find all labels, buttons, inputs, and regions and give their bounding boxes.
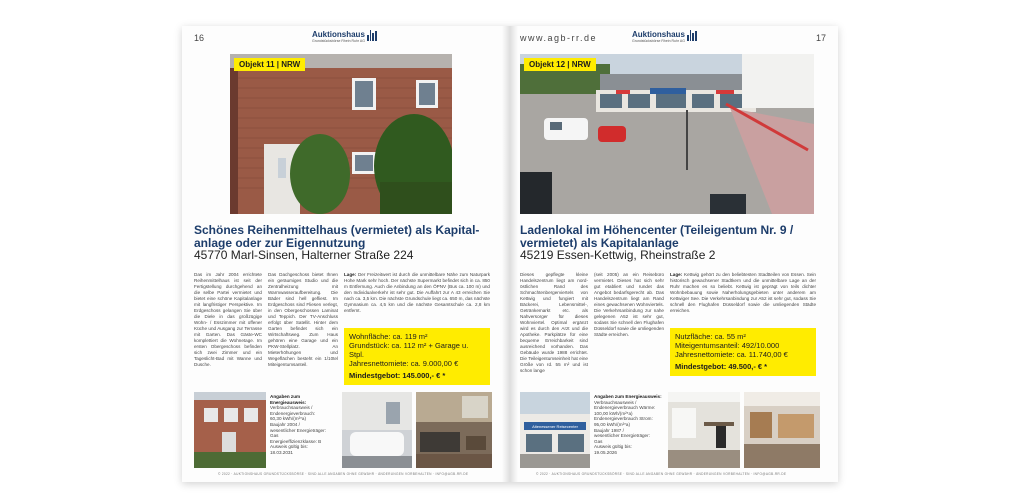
- energy-line: Verbrauchsausweis / Endenergieverbrauch:: [270, 405, 316, 416]
- object-badge: Objekt 11 | NRW: [234, 58, 305, 71]
- plot-area: Grundstück: ca. 112 m² + Garage u. Stpl.: [349, 341, 469, 359]
- page-number: 17: [815, 33, 826, 43]
- logo-subtitle: Grundstücksbörse Rhein Ruhr AG: [312, 39, 365, 43]
- location-label: Lage:: [670, 272, 683, 277]
- co-ownership-share: Miteigentumsanteil: 492/10.000: [675, 341, 780, 350]
- energy-certificate: [270, 394, 336, 456]
- description-column-1: Dieses gepflegte kleine Handelszentrum liegt am nord-östlichen Rand des Schmachtenbergerviertels von Kettwig und fungiert mit Bäckerei, Lebensmittel-, Getränkemarkt etc. als Nahversorger für dieses Wohnviertel. Optimal ergänzt wird es durch den Arzt und die Apotheke. Parkplätze für eine bequeme Erreichbarkeit sind ausreichend vorhanden. Das Gebäude wurde 1988 errichtet. Die Teileigentumseinheit hat eine Größe von rd. 55 m² und ist schon lange: [520, 272, 588, 373]
- logo-name: Auktionshaus: [312, 30, 365, 39]
- auktionshaus-logo: [312, 30, 377, 43]
- website-url: www.agb-rr.de: [520, 33, 598, 43]
- annual-rent: Jahresnettomiete: ca. 9.000,00 €: [349, 359, 459, 368]
- building-icon: [367, 30, 377, 41]
- logo-subtitle: Grundstücksbörse Rhein Ruhr AG: [632, 39, 685, 43]
- location-body: Kettwig gehört zu den beliebtesten Stadtteilen von Essen. Sein historisch gewachsener Stadtkern und die unmittelbare Lage an der Ruhr machen es so beliebt. Kettwig ist geprägt von teils dichter Wohnbebauung sowie Naherholungsgebieten unter anderem am Kettwiger See. Die Verkehrsanbindung zur A52 ist sehr gut, sodass Sie schnell den Flughafen Düsseldorf sowie die umliegenden Städte erreichen.: [670, 272, 816, 313]
- energy-line: Energieeffizienzklasse: B: [270, 438, 322, 444]
- thumbnail-interior: [744, 392, 820, 468]
- logo-name: Auktionshaus: [632, 30, 685, 39]
- energy-line: Gas: [270, 433, 279, 439]
- property-photo-house: [230, 54, 452, 214]
- building-icon: [687, 30, 697, 41]
- price-box: [344, 328, 490, 385]
- energy-line: Ausweis gültig bis:: [594, 444, 632, 450]
- energy-heading: Angaben zum Energieausweis:: [270, 394, 307, 405]
- location-text: [344, 272, 490, 314]
- minimum-bid: Mindestgebot: 49.500,- € *: [675, 362, 768, 371]
- energy-line: Ausweis gültig bis:: [270, 444, 308, 450]
- energy-line: Gas: [594, 438, 603, 444]
- energy-line: 100,00 kWh/(m²*a): [594, 410, 633, 416]
- property-address: 45219 Essen-Kettwig, Rheinstraße 2: [520, 248, 716, 262]
- thumbnail-bathroom: [342, 392, 412, 468]
- thumbnail-office: [668, 392, 740, 468]
- thumbnail-storefront: [520, 392, 590, 468]
- usable-area: Nutzfläche: ca. 55 m²: [675, 332, 746, 341]
- catalog-spread: [182, 26, 838, 482]
- store-sign: Altenessener Reisecenter: [532, 424, 578, 429]
- object-badge: Objekt 12 | NRW: [524, 58, 596, 71]
- page-number: 16: [194, 33, 205, 43]
- price-box: [670, 328, 816, 376]
- minimum-bid: Mindestgebot: 145.000,- € *: [349, 371, 446, 380]
- property-title: Ladenlokal im Höhencenter (Teileigentum Nr. 9 / vermietet) als Kapitalanlage: [520, 223, 794, 250]
- description-column-1: Das im Jahr 2004 errichtete Reihenmittelhaus ist seit der Fertigstellung durchgehend an die selbe Partei vermietet und bietet eine schöne Kapitalanlage mit langfristiger Perspektive. Im Erdgeschoss gelangen Sie über die Diele in das großzügige Wohn- / Esszimmer mit offener Küche und Ausgang zur Terrasse mit Garten. Das Gäste-WC komplettiert die Wohnetage. Im ersten Obergeschoss befinden sich zwei Zimmer und ein Tageslicht-Bad mit Wanne und Dusche.: [194, 272, 262, 367]
- energy-line: 95,00 kWh/(m²*a): [594, 421, 630, 427]
- energy-line: 19.05.2026: [594, 449, 617, 455]
- property-photo-shopping-center: [520, 54, 814, 214]
- energy-certificate: [594, 394, 662, 456]
- page-fold: [502, 26, 518, 482]
- location-label: Lage:: [344, 272, 357, 277]
- description-column-2: Das Dachgeschoss bietet Ihnen ein geräumiges Studio und die Zentralheizung mit Warmwasseraufbereitung. Die Bäder sind hell gefliest. Im Erdgeschoss sind Fliesen verlegt, in den Obergeschossen Laminat und Teppich. Der TV-Anschluss erfolgt über Satellit. Hinter dem Garten befindet sich ein Wirtschaftsweg. Zum Haus gehören eine Garage und ein PKW-Stellplatz. An Mieterhöhungen und Wegeflächen besteht ein 1/10tel Miteigentumsanteil.: [268, 272, 338, 367]
- energy-line: wesentlicher Energieträger:: [594, 433, 650, 439]
- energy-line: Baujahr 2004 /: [270, 421, 300, 427]
- location-text: [670, 272, 816, 314]
- energy-line: Verbrauchsausweis / Endenergieverbrauch Wärme:: [594, 399, 656, 411]
- energy-heading: Angaben zum Energieausweis:: [594, 394, 662, 399]
- auktionshaus-logo: [632, 30, 697, 43]
- thumbnail-house-front: [194, 392, 266, 468]
- page-footer: © 2022 · AUKTIONSHAUS GRUNDSTÜCKSBÖRSE · SIND ALLE ANGABEN OHNE GEWÄHR · ÄNDERUNGEN VORBEHALTEN · INFO@AGB-RR.DE: [536, 472, 787, 476]
- page-footer: © 2022 · AUKTIONSHAUS GRUNDSTÜCKSBÖRSE · SIND ALLE ANGABEN OHNE GEWÄHR · ÄNDERUNGEN VORBEHALTEN · INFO@AGB-RR.DE: [218, 472, 469, 476]
- property-address: 45770 Marl-Sinsen, Halterner Straße 224: [194, 248, 414, 262]
- description-column-2: (seit 2005) an ein Reisebüro vermietet. Dieses hat sich sehr gut etabliert und rundet das Angebot bedarfsgerecht ab. Das Handelszentrum liegt am Rand eines gewachsenen Wohnviertels. Die Verkehrsanbindung zur nahe gelegenen A52 ist sehr gut, sodass Sie schnell den Flughafen Düsseldorf sowie die umliegenden Städte erreichen.: [594, 272, 664, 337]
- living-area: Wohnfläche: ca. 119 m²: [349, 332, 428, 341]
- page-left: [182, 26, 510, 482]
- energy-line: Endenergieverbrauch Strom:: [594, 416, 653, 422]
- energy-line: 18.03.2031: [270, 449, 293, 455]
- energy-line: wesentlicher Energieträger:: [270, 427, 326, 433]
- location-body: Der Freizeitwert ist durch die unmittelbare Nähe zum Naturpark Hohe Mark sehr hoch. Der nächste Supermarkt befindet sich in ca. 850 m Entfernung. Auch die Anbindung an den ÖPNV (Bus ca. 100 m) und den Individualverkehr ist sehr gut. Die Auffahrt zur A 43 erreichen Sie nach ca. 3,5 km. Die nächste Grundschule liegt ca. 650 m, das nächste Gymnasium ca. 4,5 km und die nächste Gesamtschule ca. 2,8 km entfernt.: [344, 272, 490, 313]
- energy-line: 60,30 kWh/(m²*a): [270, 416, 306, 422]
- annual-rent: Jahresnettomiete: ca. 11.740,00 €: [675, 350, 788, 359]
- property-title: Schönes Reihenmittelhaus (vermietet) als Kapital-anlage oder zur Eigennutzung: [194, 223, 480, 250]
- energy-line: Baujahr 1987 /: [594, 427, 624, 433]
- page-right: [510, 26, 838, 482]
- thumbnail-living-room: [416, 392, 492, 468]
